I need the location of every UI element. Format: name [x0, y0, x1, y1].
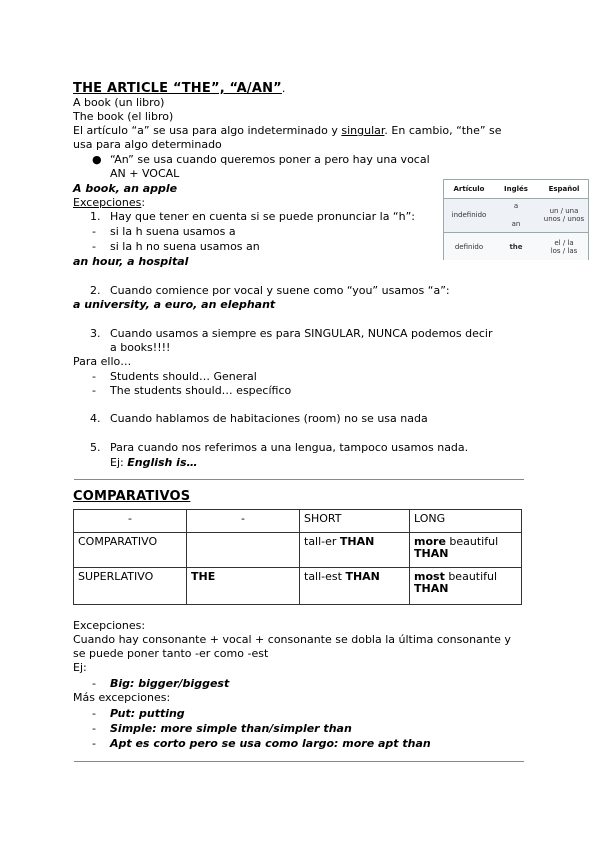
cell-text-bold: THAN	[414, 582, 449, 595]
ej-label: Ej:	[110, 456, 128, 469]
list-subitem: si la h no suena usamos an	[110, 240, 260, 253]
cell-text: tall-est	[304, 570, 346, 583]
table-header-espanol: Español	[540, 181, 588, 197]
excepciones-colon: :	[141, 196, 146, 209]
dash-icon: -	[92, 240, 96, 253]
cell-text-bold: more	[414, 535, 446, 548]
table-divider	[444, 198, 588, 199]
title-text: THE ARTICLE “THE”, “A/AN”	[73, 81, 282, 96]
comparativos-title: COMPARATIVOS	[73, 489, 191, 504]
table-divider	[444, 232, 588, 233]
list-item-3: Cuando usamos a siempre es para SINGULAR, NUNCA podemos decir	[110, 327, 493, 340]
table-cell: COMPARATIVO	[74, 533, 187, 568]
comp-rule-1: Cuando hay consonante + vocal + consonante se dobla la última consonante y	[73, 633, 511, 646]
table-cell: the	[509, 243, 523, 251]
table-cell	[300, 533, 410, 568]
table-header-articulo: Artículo	[446, 181, 492, 197]
comp-example-4: Apt es corto pero se usa como largo: more apt than	[110, 737, 431, 750]
an-bullet-sub: AN + VOCAL	[110, 167, 180, 180]
comp-excepciones: Excepciones:	[73, 619, 146, 632]
an-bullet: “An” se usa cuando queremos poner a pero hay una vocal	[110, 153, 430, 166]
comp-ej: Ej:	[73, 661, 87, 674]
comp-rule-2: se puede poner tanto -er como -est	[73, 647, 269, 660]
table-row	[74, 510, 522, 533]
cell-text: tall-er	[304, 535, 340, 548]
list-number: 4.	[90, 412, 101, 425]
list-item-5: Para cuando nos referimos a una lengua, tampoco usamos nada.	[110, 441, 469, 454]
table-cell: indefinido	[451, 211, 487, 219]
table-cell: SUPERLATIVO	[74, 568, 187, 605]
intro-line-3-end: . En cambio, “the” se	[384, 124, 502, 137]
example-1: an hour, a hospital	[73, 255, 189, 268]
cell-text-bold: most	[414, 570, 445, 583]
list-item-5-example	[110, 456, 198, 470]
comparativos-table	[73, 509, 522, 605]
cell-text-bold: THAN	[345, 570, 380, 583]
dash-icon: -	[92, 722, 96, 735]
dash-icon: -	[92, 737, 96, 750]
list-subitem: The students should… específico	[110, 384, 292, 397]
table-cell: LONG	[410, 510, 522, 533]
intro-example: A book, an apple	[73, 182, 178, 195]
table-cell: -	[74, 510, 187, 533]
cell-text-bold: THAN	[339, 535, 375, 548]
example-2: a university, a euro, an elephant	[73, 298, 276, 311]
intro-line-2: The book (el libro)	[73, 110, 174, 123]
divider	[74, 479, 524, 480]
articles-table	[443, 179, 589, 260]
excepciones-heading	[73, 196, 145, 210]
table-cell	[410, 568, 522, 605]
dash-icon: -	[92, 707, 96, 720]
dash-icon: -	[92, 384, 96, 397]
cell-text: beautiful	[444, 570, 498, 583]
list-number: 3.	[90, 327, 101, 340]
bullet-dot-icon: ●	[92, 153, 102, 166]
dash-icon: -	[92, 225, 96, 238]
table-cell: THE	[187, 568, 300, 605]
list-subitem: Students should… General	[110, 370, 257, 383]
ej-example: English is…	[127, 456, 198, 469]
cell-text-bold: THAN	[414, 547, 449, 560]
table-cell: an	[511, 220, 521, 228]
list-subitem: si la h suena usamos a	[110, 225, 236, 238]
cell-text: beautiful	[445, 535, 499, 548]
dash-icon: -	[92, 677, 96, 690]
comp-example-2: Put: putting	[110, 707, 185, 720]
table-cell	[187, 533, 300, 568]
list-number: 1.	[90, 210, 101, 223]
comp-example-3: Simple: more simple than/simpler than	[110, 722, 352, 735]
list-item-4: Cuando hablamos de habitaciones (room) no se usa nada	[110, 412, 428, 425]
intro-line-1: A book (un libro)	[73, 96, 165, 109]
intro-line-3-text: El artículo “a” se usa para algo indeterminado y	[73, 124, 342, 137]
table-cell: a	[513, 202, 519, 210]
table-cell	[410, 533, 522, 568]
table-cell: el / la los / las	[550, 239, 578, 255]
list-item-2: Cuando comience por vocal y suene como “you” usamos “a”:	[110, 284, 450, 297]
table-cell	[300, 568, 410, 605]
list-item-3-cont: a books!!!!	[110, 341, 171, 354]
singular-link[interactable]: singular	[341, 124, 385, 137]
table-row	[74, 533, 522, 568]
list-item-1: Hay que tener en cuenta si se puede pronunciar la “h”:	[110, 210, 416, 223]
table-cell: SHORT	[300, 510, 410, 533]
list-number: 2.	[90, 284, 101, 297]
intro-line-3	[73, 124, 502, 138]
title-dot: .	[281, 82, 286, 95]
list-number: 5.	[90, 441, 101, 454]
excepciones-label: Excepciones	[73, 196, 142, 209]
para-ello: Para ello…	[73, 355, 132, 368]
intro-line-4: usa para algo determinado	[73, 138, 222, 151]
page-title	[73, 77, 285, 96]
table-cell: definido	[454, 243, 484, 251]
mas-excepciones: Más excepciones:	[73, 691, 171, 704]
table-cell: un / una unos / unos	[543, 207, 585, 223]
table-row	[74, 568, 522, 605]
divider	[74, 761, 524, 762]
dash-icon: -	[92, 370, 96, 383]
table-cell: -	[187, 510, 300, 533]
comp-example-1: Big: bigger/biggest	[110, 677, 230, 690]
table-header-ingles: Inglés	[494, 181, 538, 197]
